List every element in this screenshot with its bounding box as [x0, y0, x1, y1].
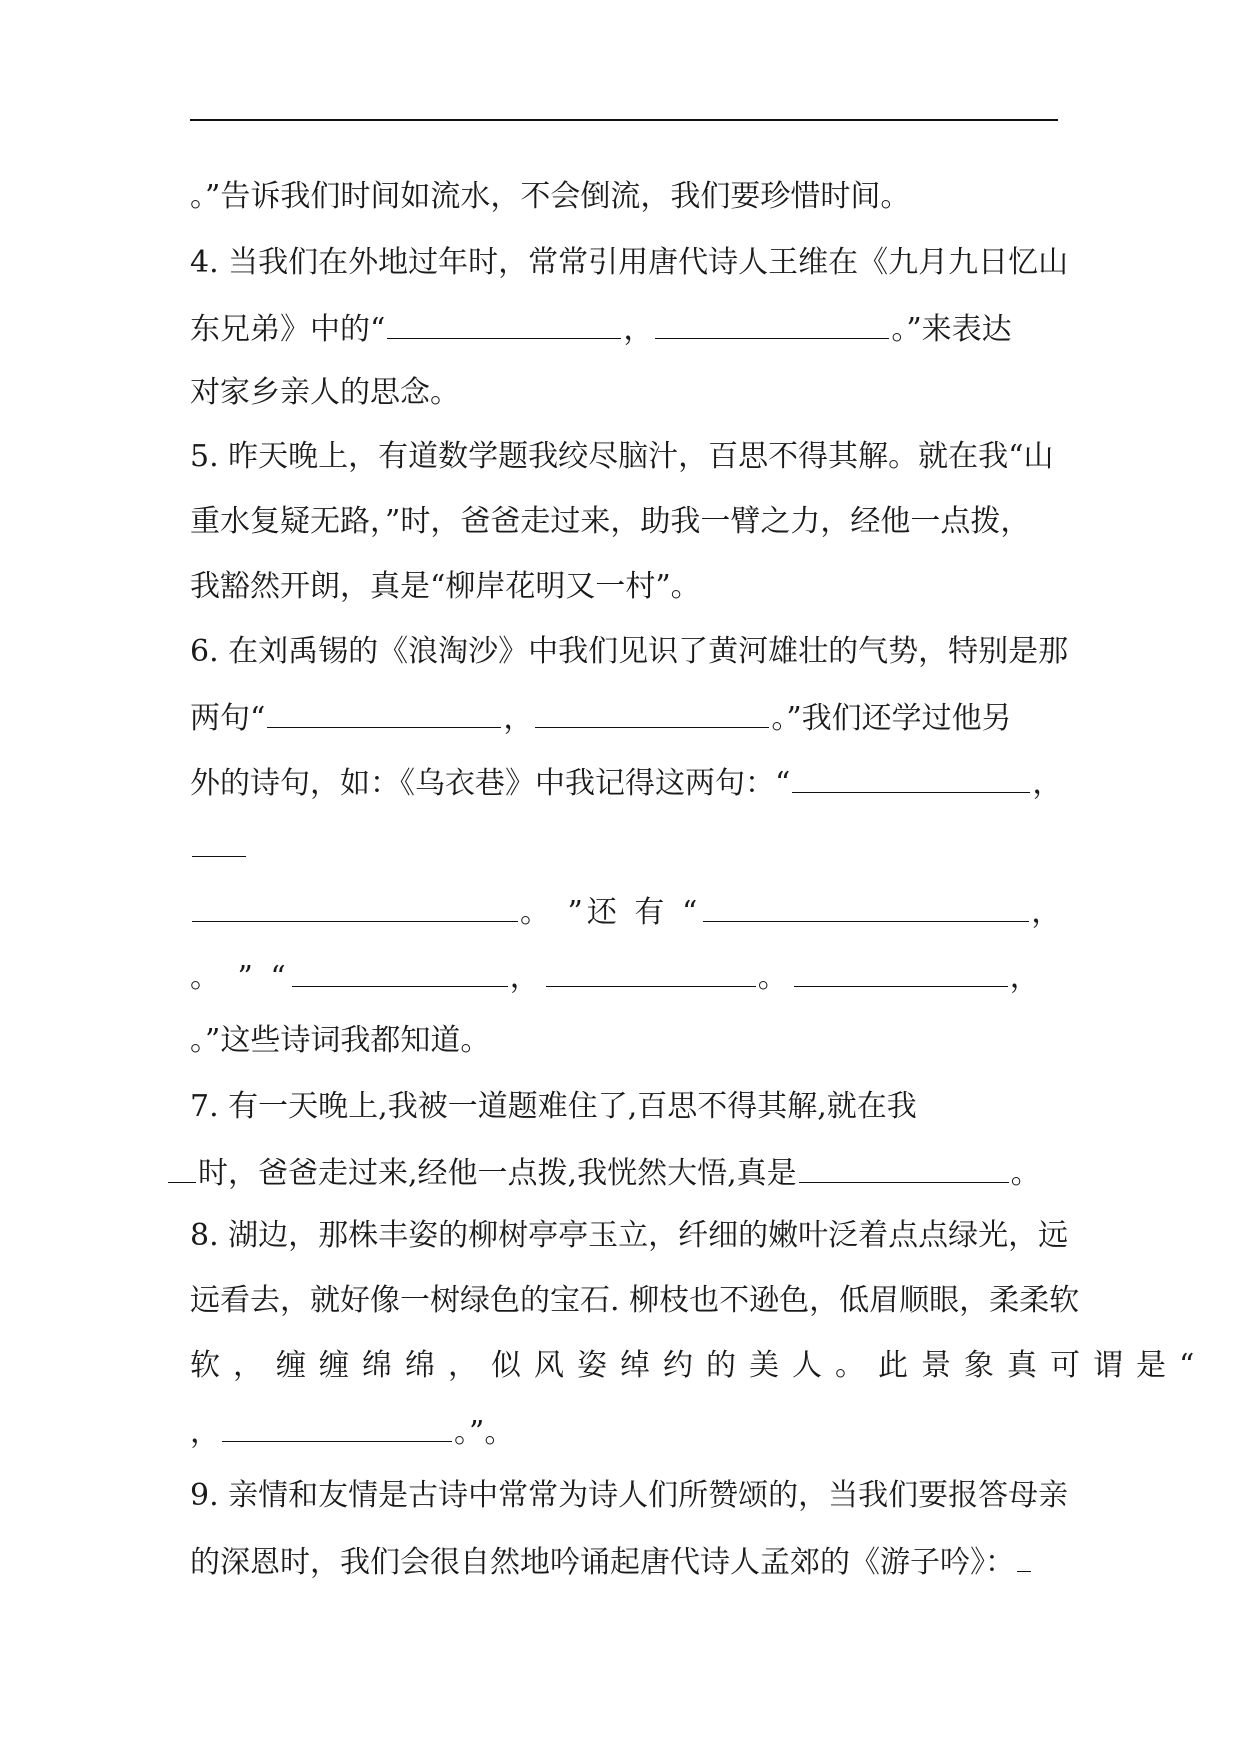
text-segment: ， — [1032, 766, 1063, 801]
text-segment: 时，爸爸走过来,经他一点拨,我恍然大悟,真是 — [198, 1156, 797, 1191]
text-segment: ， — [623, 312, 654, 347]
text-segment: 。”我们还学过他另 — [771, 701, 1012, 736]
question-6-line-6 — [190, 956, 1044, 996]
question-6-line-5 — [190, 891, 1065, 931]
answer-blank[interactable] — [222, 1411, 452, 1442]
text-segment: 8. 湖边，那株丰姿的柳树亭亭玉立，纤细的嫩叶泛着点点绿光，远 — [190, 1218, 1069, 1253]
question-9-line-2 — [190, 1541, 1033, 1581]
text-segment: 5. 昨天晚上，有道数学题我绞尽脑汁，百思不得其解。就在我“山 — [190, 439, 1054, 474]
text-segment: 9. 亲情和友情是古诗中常常为诗人们所赞颂的，当我们要报答母亲 — [190, 1478, 1069, 1513]
text-segment: 的深恩时，我们会很自然地吟诵起唐代诗人孟郊的《游子吟》： — [190, 1545, 1015, 1580]
text-segment: 。”来表达 — [891, 312, 1012, 347]
question-6-line-2 — [190, 697, 1012, 737]
question-8-line-1 — [190, 1216, 1068, 1256]
text-segment: 6. 在刘禹锡的《浪淘沙》中我们见识了黄河雄壮的气势，特别是那 — [190, 634, 1069, 669]
answer-blank[interactable] — [1017, 1541, 1031, 1572]
text-segment: 。 — [1010, 1156, 1041, 1191]
text-segment: 。”告诉我们时间如流水，不会倒流，我们要珍惜时间。 — [190, 179, 911, 214]
text-segment: ， — [1031, 895, 1066, 930]
answer-blank[interactable] — [794, 956, 1008, 987]
text-segment: 4. 当我们在外地过年时，常常引用唐代诗人王维在《九月九日忆山 — [190, 245, 1069, 280]
answer-blank[interactable] — [267, 697, 501, 728]
text-segment: 。 ” “ — [190, 960, 290, 995]
text-line — [190, 177, 910, 217]
text-segment: 。”。 — [454, 1415, 515, 1450]
text-segment: 7. 有一天晚上,我被一道题难住了,百思不得其解,就在我 — [190, 1089, 917, 1124]
question-8-line-3 — [190, 1346, 1207, 1386]
text-segment: ， — [1009, 960, 1044, 995]
text-segment: 外的诗句，如：《乌衣巷》中我记得这两句：“ — [190, 766, 791, 801]
text-segment: 重水复疑无路，”时，爸爸走过来，助我一臂之力，经他一点拨， — [190, 504, 1031, 539]
question-9-line-1 — [190, 1476, 1068, 1516]
question-6-line-4 — [190, 826, 248, 866]
question-6-line-3 — [190, 762, 1062, 802]
text-segment: ， — [509, 960, 544, 995]
text-segment: 东兄弟》中的“ — [190, 312, 386, 347]
answer-blank[interactable] — [655, 308, 889, 339]
text-segment: 。 ”还 有 “ — [520, 895, 702, 930]
text-segment: 。 — [757, 960, 792, 995]
question-6-line-7 — [190, 1021, 490, 1061]
question-8-line-4 — [190, 1411, 514, 1451]
answer-blank[interactable] — [535, 697, 769, 728]
question-4-line-2 — [190, 308, 1012, 348]
question-8-line-2 — [190, 1281, 1079, 1321]
answer-blank[interactable] — [799, 1152, 1009, 1183]
answer-blank[interactable] — [703, 891, 1029, 922]
text-segment: 远看去，就好像一树绿色的宝石. 柳枝也不逊色，低眉顺眼，柔柔软 — [190, 1283, 1080, 1318]
question-6-line-1 — [190, 632, 1068, 672]
text-segment: 对家乡亲人的思念。 — [190, 375, 460, 410]
question-4-line-1 — [190, 243, 1068, 283]
question-7-line-2 — [166, 1152, 1041, 1192]
question-4-line-3 — [190, 373, 460, 413]
text-segment: 两句“ — [190, 701, 266, 736]
answer-blank[interactable] — [792, 762, 1030, 793]
answer-blank[interactable] — [546, 956, 756, 987]
question-5-line-3 — [190, 567, 701, 607]
text-segment: 我豁然开朗，真是“柳岸花明又一村”。 — [190, 569, 701, 604]
answer-blank[interactable] — [168, 1152, 196, 1183]
text-segment: 软，缠缠绵绵，似风姿绰约的美人。此景象真可谓是“ — [190, 1348, 1208, 1383]
answer-blank[interactable] — [292, 956, 508, 987]
text-segment: ， — [190, 1415, 220, 1450]
text-segment: 。”这些诗词我都知道。 — [190, 1023, 491, 1058]
answer-blank[interactable] — [387, 308, 621, 339]
header-rule — [190, 119, 1058, 121]
question-7-line-1 — [190, 1087, 917, 1127]
answer-blank[interactable] — [192, 891, 518, 922]
question-5-line-2 — [190, 502, 1030, 542]
question-5-line-1 — [190, 437, 1054, 477]
text-segment: ， — [503, 701, 534, 736]
answer-blank[interactable] — [192, 826, 246, 857]
